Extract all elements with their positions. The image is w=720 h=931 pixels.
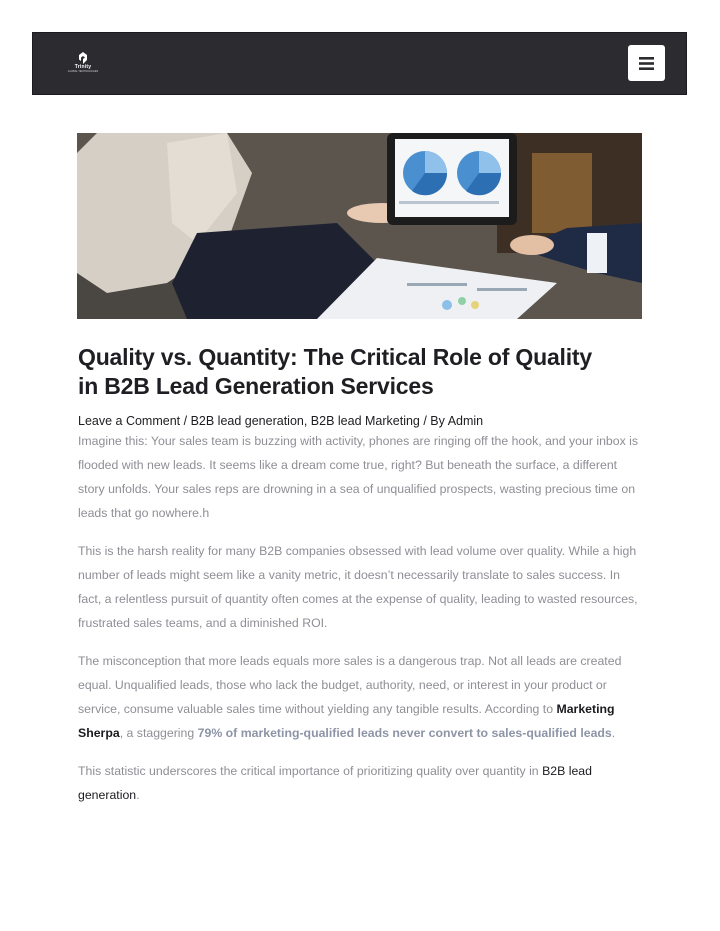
title-line-2: in B2B Lead Generation Services — [78, 373, 434, 399]
site-logo[interactable] — [63, 52, 103, 78]
category-link-b2b-lead-generation[interactable]: B2B lead generation — [190, 414, 304, 428]
title-line-1: Quality vs. Quantity: The Critical Role of Quality — [78, 344, 592, 370]
marketing-sherpa-link[interactable]: Marketing Sherpa — [78, 702, 615, 740]
article-title — [78, 343, 643, 401]
author-link[interactable]: Admin — [447, 414, 484, 428]
paragraph-4 — [78, 759, 643, 807]
meta-by: / By — [419, 414, 448, 428]
paragraph-1: Imagine this: Your sales team is buzzing with activity, phones are ringing off the hook, and your inbox is flooded with new leads. It seems like a dream come true, right? But beneath the surface, a different story unfolds. Your sales reps are drowning in a sea of unqualified prospects, wasting precious time on leads that go nowhere.h — [78, 434, 639, 520]
site-header — [32, 32, 687, 95]
logo-name: Trinity — [74, 64, 92, 70]
paragraph-2: This is the harsh reality for many B2B companies obsessed with lead volume over quality. While a high number of leads might seem like a vanity metric, it doesn’t necessarily translate to sales success. In fact, a relentless pursuit of quantity often comes at the expense of quality, leading to wasted resources, frustrated sales teams, and a diminished ROI. — [78, 544, 638, 630]
logo-tagline: GLOBAL TECHNOLOGIES — [67, 70, 99, 73]
meta-separator: / — [180, 414, 191, 428]
paragraph-4-text-1: This statistic underscores the critical importance of prioritizing quality over quantity in — [78, 764, 543, 778]
meta-comma: , — [303, 414, 311, 428]
hero-illustration — [77, 133, 642, 319]
article — [78, 343, 643, 807]
logo-mark-icon — [78, 52, 88, 64]
paragraph-3 — [78, 649, 643, 745]
hamburger-menu-icon — [639, 57, 654, 70]
paragraph-3-text-1: The misconception that more leads equals more sales is a dangerous trap. Not all leads are created equal. Unqualified leads, those who lack the budget, authority, need, or interest in your product or service, consume valuable sales time without yielding any tangible results. According to — [78, 654, 622, 716]
paragraph-3-text-3: . — [611, 726, 616, 740]
paragraph-4-text-2: . — [136, 788, 140, 802]
hero-image — [77, 133, 642, 319]
statistic-link[interactable]: 79% of marketing-qualified leads never convert to sales-qualified leads — [197, 726, 612, 740]
category-link-b2b-lead-marketing[interactable]: B2B lead Marketing — [310, 414, 420, 428]
menu-button[interactable] — [628, 45, 665, 81]
post-meta — [78, 413, 643, 429]
leave-comment-link[interactable]: Leave a Comment — [78, 414, 181, 428]
b2b-lead-generation-link[interactable]: B2B lead generation — [78, 764, 592, 802]
paragraph-3-text-2: , a staggering — [119, 726, 198, 740]
